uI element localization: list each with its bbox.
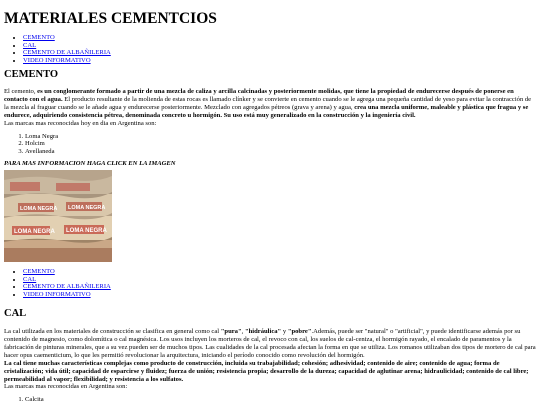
- nav-link-cemento-albanileria[interactable]: CEMENTO DE ALBAÑILERIA: [23, 49, 111, 57]
- bag-label: LOMA NEGRA: [14, 229, 55, 236]
- nav-link-cemento-albanileria[interactable]: CEMENTO DE ALBAÑILERIA: [23, 283, 111, 291]
- list-item: 2. Holcim: [25, 140, 536, 148]
- page-title: MATERIALES CEMENTCIOS: [4, 10, 217, 27]
- nav-list: [4, 34, 536, 64]
- cement-bags-image: [4, 170, 112, 262]
- bag-label: LOMA NEGRA: [68, 205, 106, 212]
- cal-description: [4, 328, 536, 360]
- cal-term: "hidráulica": [244, 328, 282, 336]
- list-item: 1. Loma Negra: [25, 133, 536, 141]
- cal-text: .Además, puede ser "natural" o "artificial", y puede identificarse además por su contenido de magnesio, como dolomítica o cal magnésica. Los usos incluyen los morteros de cal, el revoco con cal, los suelos de cal-ceniza, el hormigón rayado, el encalado de paramentos y la fabricación de pinturas minerales, que a su vez pueden ser de muchos tipos. Las cualidades de la cal procesada afectan la forma en que se utiliza. Los romanos utilizaban dos tipos de mortero de cal para hacer opus caementicium, lo que les permitió revolucionar la arquitectura, iniciando el período conocido como revolución del hormigón.: [4, 328, 536, 359]
- cemento-description: [4, 88, 536, 120]
- cemento-text-bold: crea una mezcla uniforme, maleable y plástica que fragua y se endurece, adquiriendo consistencia pétrea, denominada concreto u hormigón. Su uso está muy generalizado en la construcción y la ingeniería civil.: [4, 103, 529, 119]
- list-item: 1. Calcita: [25, 396, 536, 404]
- cal-text: ,: [241, 328, 245, 336]
- cemento-text: El cemento,: [4, 87, 38, 95]
- nav-link-video[interactable]: VIDEO INFORMATIVO: [23, 290, 91, 298]
- cal-text: La cal utilizada en los materiales de construcción se clasifica en general como cal: [4, 328, 221, 336]
- cal-brands-list: [4, 396, 536, 404]
- cal-properties: [4, 360, 536, 384]
- nav-item: [23, 34, 536, 42]
- list-item: 3. Avellaneda: [25, 148, 536, 156]
- nav-item: [23, 291, 536, 299]
- nav-link-cal[interactable]: CAL: [23, 41, 37, 49]
- nav-item: [23, 57, 536, 65]
- cemento-brands-list: [4, 133, 536, 156]
- cement-bags-image-link[interactable]: [4, 170, 112, 262]
- nav-link-cemento[interactable]: CEMENTO: [23, 34, 55, 42]
- cal-term: "pobre": [287, 328, 312, 336]
- bag-label: LOMA NEGRA: [20, 206, 58, 213]
- nav-list-secondary: [4, 268, 536, 298]
- cemento-brands-intro: Las marcas mas reconocidas hoy en dia en Argentina son:: [4, 119, 157, 127]
- section-heading-cal: CAL: [4, 307, 27, 319]
- cal-text: y: [281, 328, 288, 336]
- cemento-text: El producto resultante de la molienda de estas rocas es llamado clínker y se convierte en cemento cuando se le agrega una pequeña cantidad de yeso para evitar la contracción de la mezcla al fraguar cuando se le añade agua y endurecerse posteriormente. Mezclado con agregados pétreos (grava y arena) y agua,: [4, 95, 532, 111]
- nav-item: [23, 268, 536, 276]
- nav-link-cal[interactable]: CAL: [23, 275, 37, 283]
- cal-brands-intro: Las marcas mas reconocidas en Argentina son:: [4, 383, 128, 391]
- cal-properties-text: La cal tiene muchas características complejas como producto de construcción, incluida su trabajabilidad; cohesión; adhesividad; contenido de aire; contenido de agua; forma de cristalización; vida útil; capacidad de esparcirse y fluidez; fuerza de unión; resistencia propia; desarrollo de la dureza; capacidad de aglutinar arena; hidraulicidad; contenido de cal libre; permeabilidad al vapor; flexibilidad; y resistencia a los sulfatos.: [4, 359, 529, 383]
- more-info-text: PARA MAS INFORMACION HAGA CLICK EN LA IMAGEN: [4, 160, 176, 168]
- nav-item: [23, 49, 536, 57]
- bag-label: LOMA NEGRA: [66, 228, 107, 235]
- nav-link-video[interactable]: VIDEO INFORMATIVO: [23, 56, 91, 64]
- cal-term: "pura": [220, 328, 242, 336]
- nav-link-cemento[interactable]: CEMENTO: [23, 268, 55, 276]
- cemento-text-bold: es un conglomerante formado a partir de una mezcla de caliza y arcilla calcinadas y posteriormente molidas, que tiene la propiedad de endurecerse después de ponerse en contacto con el agua.: [4, 87, 514, 103]
- section-heading-cemento: CEMENTO: [4, 69, 59, 81]
- nav-item: [23, 283, 536, 291]
